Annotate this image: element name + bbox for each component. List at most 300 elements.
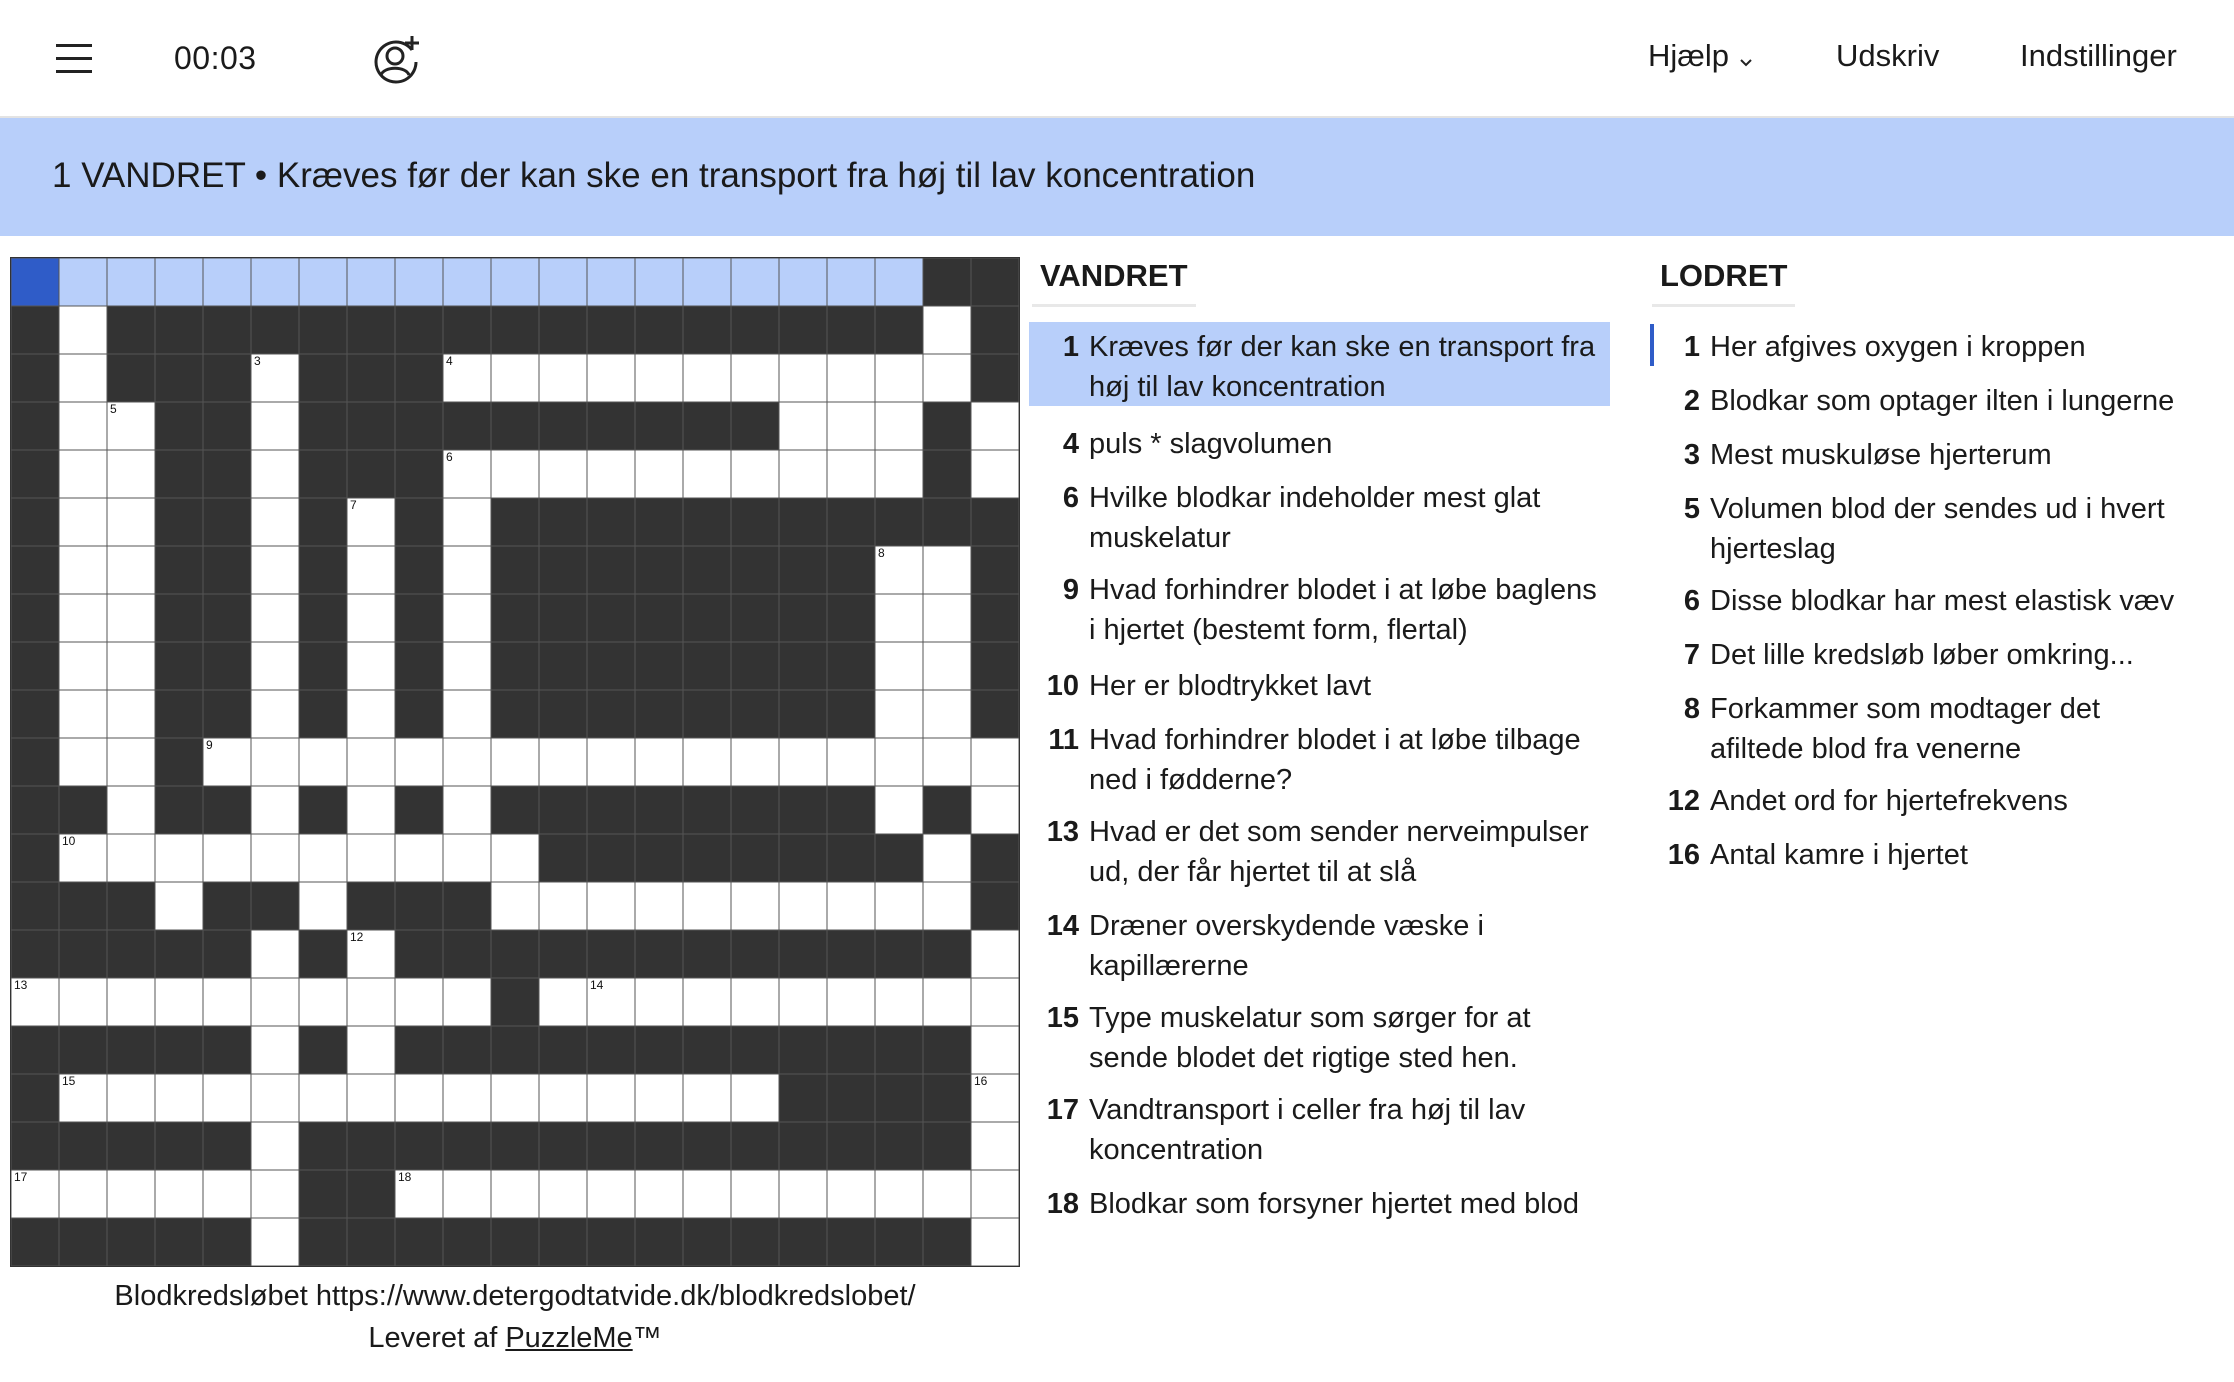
grid-cell[interactable] bbox=[827, 450, 875, 498]
grid-block bbox=[779, 594, 827, 642]
grid-cell[interactable] bbox=[875, 978, 923, 1026]
grid-cell[interactable] bbox=[251, 738, 299, 786]
grid-cell[interactable] bbox=[539, 450, 587, 498]
grid-cell[interactable] bbox=[875, 690, 923, 738]
grid-block bbox=[539, 690, 587, 738]
grid-block bbox=[779, 786, 827, 834]
add-user-icon[interactable] bbox=[368, 32, 424, 88]
across-clue-14[interactable] bbox=[1046, 906, 1604, 986]
grid-block bbox=[155, 498, 203, 546]
grid-cell[interactable] bbox=[635, 258, 683, 306]
grid-block bbox=[203, 882, 251, 930]
grid-block bbox=[971, 690, 1019, 738]
grid-cell[interactable] bbox=[731, 1170, 779, 1218]
grid-cell[interactable] bbox=[251, 786, 299, 834]
grid-cell[interactable] bbox=[59, 738, 107, 786]
grid-cell[interactable] bbox=[155, 978, 203, 1026]
grid-cell[interactable] bbox=[923, 546, 971, 594]
grid-cell[interactable] bbox=[107, 1170, 155, 1218]
grid-cell[interactable] bbox=[443, 642, 491, 690]
grid-block bbox=[155, 738, 203, 786]
grid-cell[interactable] bbox=[59, 258, 107, 306]
across-clue-17[interactable] bbox=[1046, 1090, 1604, 1170]
grid-cell[interactable] bbox=[827, 1170, 875, 1218]
grid-cell[interactable] bbox=[635, 1074, 683, 1122]
grid-cell[interactable] bbox=[587, 354, 635, 402]
grid-cell[interactable] bbox=[443, 1074, 491, 1122]
grid-cell[interactable] bbox=[443, 450, 491, 498]
grid-cell[interactable] bbox=[59, 834, 107, 882]
grid-cell[interactable] bbox=[635, 978, 683, 1026]
grid-cell[interactable] bbox=[107, 258, 155, 306]
grid-cell[interactable] bbox=[683, 1074, 731, 1122]
grid-block bbox=[395, 1122, 443, 1170]
grid-cell[interactable] bbox=[59, 402, 107, 450]
grid-block bbox=[827, 1122, 875, 1170]
grid-cell[interactable] bbox=[443, 978, 491, 1026]
grid-cell[interactable] bbox=[875, 1170, 923, 1218]
grid-block bbox=[731, 498, 779, 546]
grid-cell[interactable] bbox=[59, 690, 107, 738]
grid-cell[interactable] bbox=[59, 1170, 107, 1218]
grid-cell[interactable] bbox=[971, 402, 1019, 450]
grid-block bbox=[779, 546, 827, 594]
grid-cell[interactable] bbox=[251, 1170, 299, 1218]
grid-block bbox=[155, 306, 203, 354]
grid-block bbox=[827, 594, 875, 642]
grid-cell[interactable] bbox=[251, 1122, 299, 1170]
across-clue-9[interactable] bbox=[1062, 570, 1604, 650]
grid-cell[interactable] bbox=[587, 738, 635, 786]
grid-block bbox=[731, 834, 779, 882]
grid-cell[interactable] bbox=[971, 1122, 1019, 1170]
grid-cell[interactable] bbox=[587, 1170, 635, 1218]
grid-cell[interactable] bbox=[155, 834, 203, 882]
grid-cell[interactable] bbox=[155, 258, 203, 306]
across-clue-4[interactable] bbox=[1062, 424, 1604, 464]
grid-cell[interactable] bbox=[491, 1170, 539, 1218]
across-clue-11[interactable] bbox=[1048, 720, 1604, 800]
grid-cell[interactable] bbox=[107, 834, 155, 882]
puzzleme-link[interactable]: PuzzleMe bbox=[505, 1322, 633, 1354]
down-clue-8[interactable] bbox=[1683, 689, 2200, 769]
grid-cell[interactable] bbox=[59, 498, 107, 546]
grid-cell[interactable] bbox=[635, 1170, 683, 1218]
grid-cell[interactable] bbox=[971, 1026, 1019, 1074]
grid-cell[interactable] bbox=[827, 258, 875, 306]
grid-block bbox=[59, 930, 107, 978]
grid-cell[interactable] bbox=[491, 1074, 539, 1122]
grid-cell[interactable] bbox=[731, 738, 779, 786]
grid-cell[interactable] bbox=[683, 450, 731, 498]
grid-cell[interactable] bbox=[731, 258, 779, 306]
grid-cell[interactable] bbox=[299, 978, 347, 1026]
grid-block bbox=[731, 594, 779, 642]
grid-cell[interactable] bbox=[683, 1170, 731, 1218]
grid-cell[interactable] bbox=[443, 786, 491, 834]
grid-block bbox=[395, 642, 443, 690]
grid-block bbox=[587, 834, 635, 882]
grid-cell[interactable] bbox=[587, 1074, 635, 1122]
grid-cell[interactable] bbox=[875, 594, 923, 642]
grid-block bbox=[923, 930, 971, 978]
grid-cell[interactable] bbox=[59, 1074, 107, 1122]
grid-block bbox=[347, 354, 395, 402]
grid-cell[interactable] bbox=[299, 258, 347, 306]
grid-cell[interactable] bbox=[251, 402, 299, 450]
grid-cell[interactable] bbox=[251, 834, 299, 882]
clue-number: 16 bbox=[1667, 839, 1700, 871]
across-clue-15[interactable] bbox=[1046, 998, 1604, 1078]
grid-cell[interactable] bbox=[491, 450, 539, 498]
grid-cell[interactable] bbox=[539, 258, 587, 306]
grid-cell[interactable] bbox=[875, 354, 923, 402]
grid-cell[interactable] bbox=[251, 498, 299, 546]
cell-number: 9 bbox=[206, 738, 213, 752]
grid-block bbox=[155, 690, 203, 738]
across-clue-6[interactable] bbox=[1062, 478, 1604, 558]
grid-cell[interactable] bbox=[203, 1170, 251, 1218]
grid-block bbox=[347, 1170, 395, 1218]
grid-cell[interactable] bbox=[539, 1170, 587, 1218]
grid-block bbox=[587, 402, 635, 450]
grid-cell[interactable] bbox=[971, 450, 1019, 498]
grid-cell[interactable] bbox=[347, 786, 395, 834]
grid-cell[interactable] bbox=[539, 354, 587, 402]
grid-cell[interactable] bbox=[251, 690, 299, 738]
grid-block bbox=[683, 930, 731, 978]
grid-cell[interactable] bbox=[395, 834, 443, 882]
grid-block bbox=[683, 786, 731, 834]
grid-block bbox=[827, 1218, 875, 1266]
grid-block bbox=[491, 930, 539, 978]
grid-cell[interactable] bbox=[827, 738, 875, 786]
down-clue-2[interactable] bbox=[1683, 381, 2200, 421]
grid-block bbox=[923, 1074, 971, 1122]
grid-cell[interactable] bbox=[635, 450, 683, 498]
grid-cell[interactable] bbox=[251, 930, 299, 978]
grid-cell[interactable] bbox=[107, 498, 155, 546]
grid-block bbox=[155, 402, 203, 450]
grid-block bbox=[395, 306, 443, 354]
grid-cell[interactable] bbox=[923, 1170, 971, 1218]
grid-cell[interactable] bbox=[683, 882, 731, 930]
grid-cell[interactable] bbox=[395, 738, 443, 786]
grid-block bbox=[779, 306, 827, 354]
help-menu-button[interactable] bbox=[1648, 38, 1753, 76]
grid-cell[interactable] bbox=[347, 258, 395, 306]
grid-cell[interactable] bbox=[203, 1074, 251, 1122]
grid-cell[interactable] bbox=[587, 882, 635, 930]
grid-cell[interactable] bbox=[443, 594, 491, 642]
grid-block bbox=[587, 1026, 635, 1074]
grid-block bbox=[875, 498, 923, 546]
grid-cell[interactable] bbox=[875, 450, 923, 498]
grid-block bbox=[971, 258, 1019, 306]
across-clue-10[interactable] bbox=[1046, 666, 1604, 706]
grid-cell[interactable] bbox=[251, 1074, 299, 1122]
grid-cell[interactable] bbox=[491, 738, 539, 786]
grid-block bbox=[587, 930, 635, 978]
grid-cell[interactable] bbox=[827, 978, 875, 1026]
clue-text: Blodkar som optager ilten i lungerne bbox=[1710, 385, 2175, 417]
grid-cell[interactable] bbox=[443, 258, 491, 306]
grid-block bbox=[731, 402, 779, 450]
grid-cell[interactable] bbox=[635, 738, 683, 786]
clue-number: 6 bbox=[1062, 482, 1079, 514]
grid-cell[interactable] bbox=[251, 1026, 299, 1074]
grid-cell[interactable] bbox=[347, 498, 395, 546]
grid-cell[interactable] bbox=[203, 738, 251, 786]
grid-cell[interactable] bbox=[155, 1170, 203, 1218]
grid-cell[interactable] bbox=[443, 546, 491, 594]
clue-text: Hvad forhindrer blodet i at løbe baglens i hjertet (bestemt form, flertal) bbox=[1089, 574, 1597, 646]
grid-cell[interactable] bbox=[875, 402, 923, 450]
grid-block bbox=[395, 594, 443, 642]
grid-block bbox=[107, 306, 155, 354]
grid-cell[interactable] bbox=[779, 1170, 827, 1218]
grid-block bbox=[683, 642, 731, 690]
grid-cell[interactable] bbox=[683, 258, 731, 306]
grid-cell[interactable] bbox=[923, 354, 971, 402]
grid-cell[interactable] bbox=[875, 546, 923, 594]
grid-block bbox=[779, 498, 827, 546]
grid-cell[interactable] bbox=[347, 1074, 395, 1122]
grid-cell[interactable] bbox=[251, 594, 299, 642]
grid-cell[interactable] bbox=[299, 1074, 347, 1122]
grid-block bbox=[11, 258, 59, 306]
grid-cell[interactable] bbox=[875, 258, 923, 306]
grid-cell[interactable] bbox=[443, 834, 491, 882]
grid-cell[interactable] bbox=[59, 978, 107, 1026]
grid-block bbox=[731, 306, 779, 354]
grid-cell[interactable] bbox=[59, 354, 107, 402]
grid-cell[interactable] bbox=[203, 258, 251, 306]
grid-cell[interactable] bbox=[923, 882, 971, 930]
grid-block bbox=[923, 1122, 971, 1170]
grid-cell[interactable] bbox=[971, 930, 1019, 978]
grid-cell[interactable] bbox=[731, 1074, 779, 1122]
down-clue-3[interactable] bbox=[1683, 435, 2200, 475]
grid-block bbox=[587, 1218, 635, 1266]
grid-cell[interactable] bbox=[347, 738, 395, 786]
grid-cell[interactable] bbox=[539, 882, 587, 930]
grid-cell[interactable] bbox=[827, 354, 875, 402]
grid-cell[interactable] bbox=[923, 690, 971, 738]
grid-cell[interactable] bbox=[11, 978, 59, 1026]
grid-cell[interactable] bbox=[107, 1074, 155, 1122]
grid-cell[interactable] bbox=[971, 978, 1019, 1026]
grid-cell[interactable] bbox=[107, 978, 155, 1026]
grid-cell[interactable] bbox=[347, 1026, 395, 1074]
grid-cell[interactable] bbox=[395, 978, 443, 1026]
grid-cell[interactable] bbox=[491, 258, 539, 306]
grid-cell[interactable] bbox=[923, 738, 971, 786]
grid-cell[interactable] bbox=[251, 450, 299, 498]
grid-cell[interactable] bbox=[779, 354, 827, 402]
grid-cell[interactable] bbox=[347, 642, 395, 690]
grid-cell[interactable] bbox=[395, 258, 443, 306]
grid-cell[interactable] bbox=[107, 690, 155, 738]
grid-cell[interactable] bbox=[155, 882, 203, 930]
grid-cell[interactable] bbox=[107, 546, 155, 594]
grid-block bbox=[827, 642, 875, 690]
grid-cell[interactable] bbox=[347, 546, 395, 594]
grid-cell[interactable] bbox=[11, 1170, 59, 1218]
grid-block bbox=[683, 1218, 731, 1266]
grid-cell[interactable] bbox=[299, 882, 347, 930]
grid-cell[interactable] bbox=[395, 1074, 443, 1122]
grid-cell[interactable] bbox=[107, 594, 155, 642]
grid-cell[interactable] bbox=[779, 738, 827, 786]
grid-block bbox=[635, 594, 683, 642]
hamburger-menu-icon[interactable] bbox=[56, 40, 92, 76]
grid-cell[interactable] bbox=[491, 834, 539, 882]
grid-cell[interactable] bbox=[539, 978, 587, 1026]
grid-block bbox=[923, 1026, 971, 1074]
grid-cell[interactable] bbox=[875, 738, 923, 786]
grid-cell[interactable] bbox=[539, 1074, 587, 1122]
grid-cell[interactable] bbox=[251, 546, 299, 594]
grid-cell[interactable] bbox=[203, 834, 251, 882]
across-clue-18[interactable] bbox=[1046, 1184, 1604, 1224]
grid-block bbox=[107, 882, 155, 930]
cell-number: 10 bbox=[62, 834, 76, 848]
grid-cell[interactable] bbox=[875, 882, 923, 930]
grid-cell[interactable] bbox=[107, 738, 155, 786]
grid-cell[interactable] bbox=[587, 258, 635, 306]
grid-cell[interactable] bbox=[875, 642, 923, 690]
grid-cell[interactable] bbox=[203, 978, 251, 1026]
grid-cell[interactable] bbox=[587, 450, 635, 498]
grid-cell[interactable] bbox=[395, 1170, 443, 1218]
grid-cell[interactable] bbox=[107, 642, 155, 690]
settings-button[interactable]: Indstillinger bbox=[2020, 38, 2177, 73]
down-clue-5[interactable] bbox=[1683, 489, 2200, 569]
grid-cell[interactable] bbox=[827, 402, 875, 450]
grid-cell[interactable] bbox=[107, 786, 155, 834]
grid-cell[interactable] bbox=[587, 978, 635, 1026]
grid-cell[interactable] bbox=[251, 978, 299, 1026]
grid-cell[interactable] bbox=[107, 450, 155, 498]
grid-cell[interactable] bbox=[443, 690, 491, 738]
grid-cell[interactable] bbox=[299, 738, 347, 786]
grid-cell[interactable] bbox=[107, 402, 155, 450]
grid-cell[interactable] bbox=[875, 786, 923, 834]
grid-cell[interactable] bbox=[971, 1218, 1019, 1266]
grid-block bbox=[971, 306, 1019, 354]
grid-cell[interactable] bbox=[443, 354, 491, 402]
grid-cell[interactable] bbox=[59, 306, 107, 354]
grid-cell[interactable] bbox=[779, 258, 827, 306]
print-button[interactable]: Udskriv bbox=[1836, 38, 1940, 73]
grid-cell[interactable] bbox=[347, 594, 395, 642]
grid-cell[interactable] bbox=[923, 978, 971, 1026]
down-clue-7[interactable] bbox=[1683, 635, 2200, 675]
grid-cell[interactable] bbox=[971, 1074, 1019, 1122]
down-clue-16[interactable] bbox=[1667, 835, 2200, 875]
grid-block bbox=[779, 1026, 827, 1074]
grid-cell[interactable] bbox=[779, 978, 827, 1026]
grid-block bbox=[779, 1218, 827, 1266]
grid-cell[interactable] bbox=[347, 978, 395, 1026]
grid-cell[interactable] bbox=[347, 834, 395, 882]
grid-cell[interactable] bbox=[731, 354, 779, 402]
grid-block bbox=[827, 690, 875, 738]
grid-cell[interactable] bbox=[443, 1170, 491, 1218]
grid-block bbox=[539, 594, 587, 642]
grid-block bbox=[635, 1122, 683, 1170]
grid-cell[interactable] bbox=[923, 306, 971, 354]
grid-block bbox=[923, 450, 971, 498]
grid-cell[interactable] bbox=[731, 978, 779, 1026]
grid-block bbox=[491, 594, 539, 642]
grid-cell[interactable] bbox=[251, 642, 299, 690]
grid-cell[interactable] bbox=[683, 354, 731, 402]
grid-cell[interactable] bbox=[683, 978, 731, 1026]
grid-cell[interactable] bbox=[731, 882, 779, 930]
grid-cell[interactable] bbox=[299, 834, 347, 882]
grid-cell[interactable] bbox=[779, 450, 827, 498]
grid-cell[interactable] bbox=[971, 786, 1019, 834]
grid-cell[interactable] bbox=[443, 498, 491, 546]
grid-cell[interactable] bbox=[251, 258, 299, 306]
grid-cell[interactable] bbox=[923, 594, 971, 642]
across-clue-1[interactable] bbox=[1062, 327, 1604, 407]
grid-cell[interactable] bbox=[59, 546, 107, 594]
grid-block bbox=[203, 1218, 251, 1266]
grid-cell[interactable] bbox=[155, 1074, 203, 1122]
grid-block bbox=[11, 786, 59, 834]
grid-block bbox=[203, 546, 251, 594]
grid-cell[interactable] bbox=[443, 738, 491, 786]
grid-cell[interactable] bbox=[779, 882, 827, 930]
grid-cell[interactable] bbox=[59, 642, 107, 690]
grid-cell[interactable] bbox=[971, 1170, 1019, 1218]
grid-cell[interactable] bbox=[347, 930, 395, 978]
grid-cell[interactable] bbox=[827, 882, 875, 930]
grid-cell[interactable] bbox=[59, 450, 107, 498]
grid-cell[interactable] bbox=[635, 354, 683, 402]
grid-cell[interactable] bbox=[491, 882, 539, 930]
grid-block bbox=[59, 1122, 107, 1170]
grid-cell[interactable] bbox=[539, 738, 587, 786]
grid-cell[interactable] bbox=[971, 738, 1019, 786]
grid-cell[interactable] bbox=[59, 594, 107, 642]
grid-cell[interactable] bbox=[347, 690, 395, 738]
grid-block bbox=[587, 642, 635, 690]
grid-cell[interactable] bbox=[923, 834, 971, 882]
grid-cell[interactable] bbox=[731, 450, 779, 498]
grid-cell[interactable] bbox=[635, 882, 683, 930]
cell-number: 18 bbox=[398, 1170, 412, 1184]
down-clue-6[interactable] bbox=[1683, 581, 2200, 621]
down-clue-1[interactable] bbox=[1683, 327, 2200, 367]
grid-block bbox=[203, 354, 251, 402]
down-clue-12[interactable] bbox=[1667, 781, 2200, 821]
grid-cell[interactable] bbox=[923, 642, 971, 690]
grid-cell[interactable] bbox=[683, 738, 731, 786]
grid-block bbox=[779, 834, 827, 882]
provider-prefix: Leveret af bbox=[368, 1322, 506, 1354]
grid-cell[interactable] bbox=[779, 402, 827, 450]
timer: 00:03 bbox=[174, 40, 257, 76]
across-clue-13[interactable] bbox=[1046, 812, 1604, 892]
grid-block bbox=[539, 1218, 587, 1266]
grid-cell[interactable] bbox=[251, 354, 299, 402]
grid-cell[interactable] bbox=[491, 354, 539, 402]
grid-cell[interactable] bbox=[251, 1218, 299, 1266]
